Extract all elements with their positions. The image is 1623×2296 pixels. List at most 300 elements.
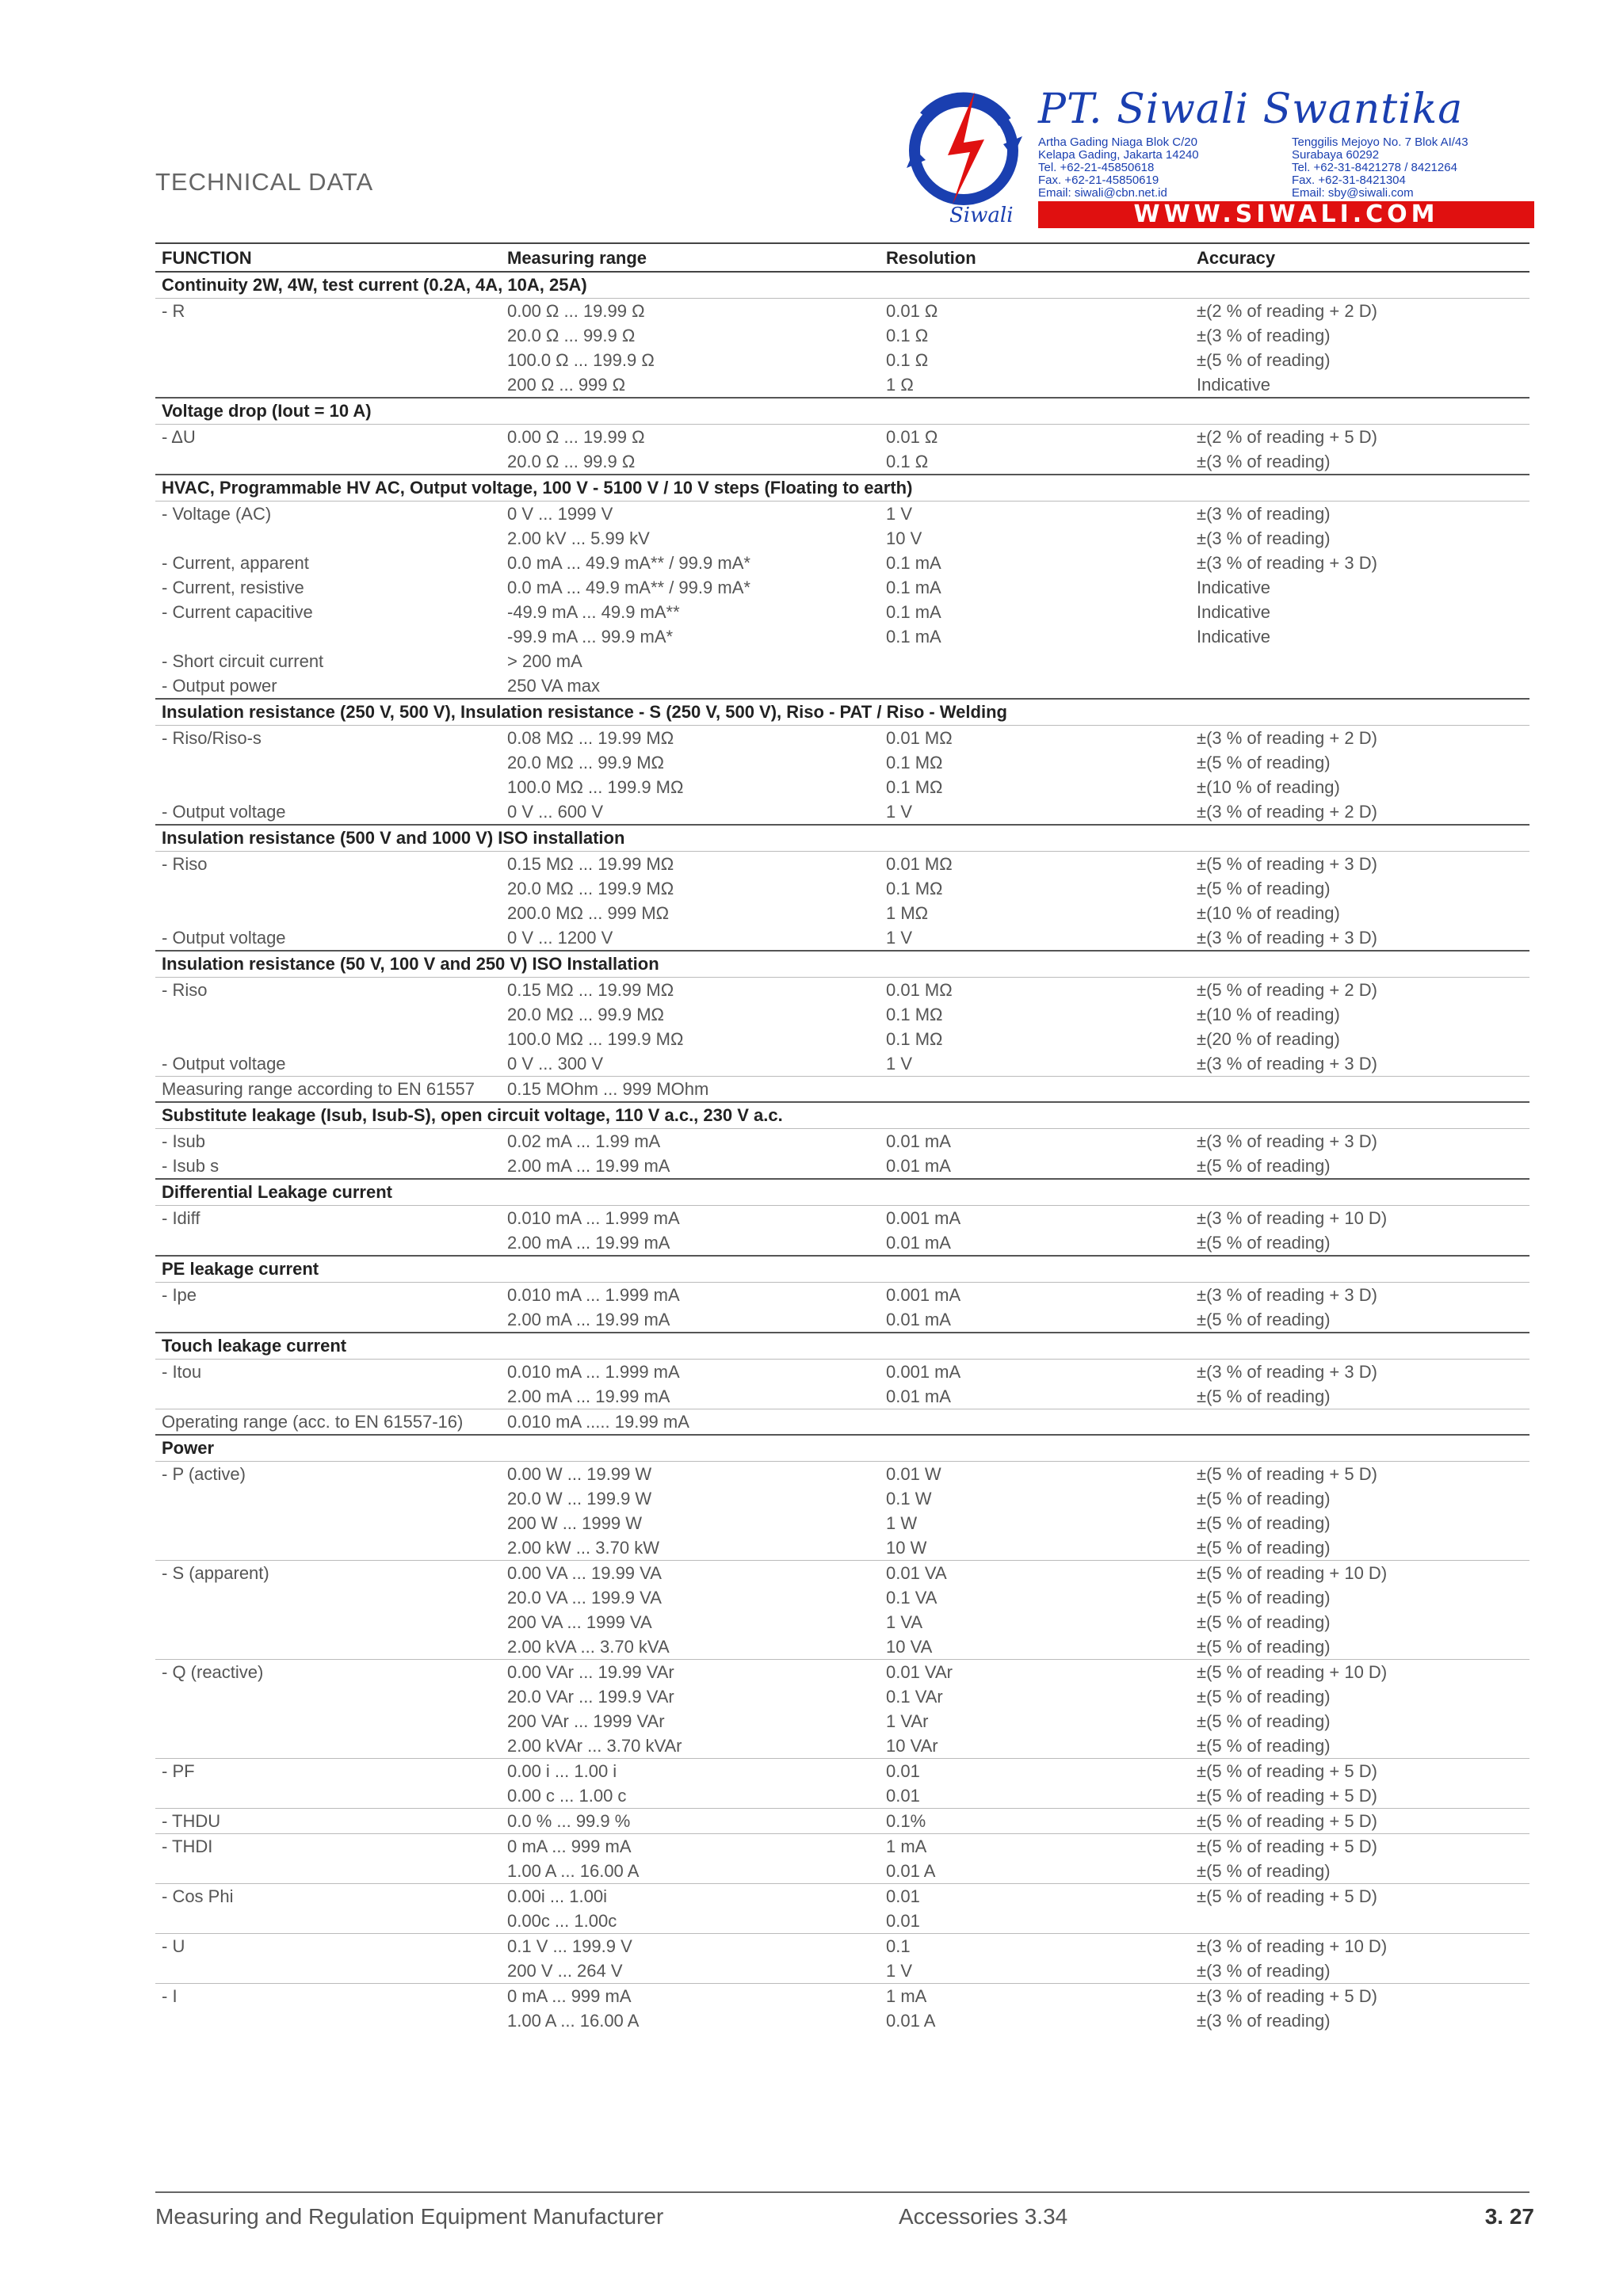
resolution-cell: 1 V — [886, 1054, 913, 1074]
function-cell: - Isub — [162, 1131, 206, 1151]
address-line: Kelapa Gading, Jakarta 14240 — [1038, 148, 1199, 162]
accuracy-cell: ±(5 % of reading) — [1197, 1233, 1331, 1253]
accuracy-cell: ±(5 % of reading + 5 D) — [1197, 1761, 1377, 1781]
accuracy-cell: ±(5 % of reading) — [1197, 1386, 1331, 1406]
resolution-cell: 10 V — [886, 528, 922, 548]
table-row — [155, 551, 1529, 575]
resolution-cell: 10 W — [886, 1538, 927, 1558]
section-title — [155, 474, 1529, 502]
accuracy-cell: ±(3 % of reading) — [1197, 326, 1331, 345]
function-cell: - Cos Phi — [162, 1886, 234, 1906]
resolution-cell: 0.01 — [886, 1786, 920, 1806]
section-title — [155, 698, 1529, 726]
row-group — [155, 852, 1529, 950]
function-cell: - THDU — [162, 1811, 221, 1831]
section-title-text: HVAC, Programmable HV AC, Output voltage, 100 V - 5100 V / 10 V steps (Floating to earth) — [162, 478, 913, 498]
table-header — [155, 242, 1529, 273]
range-cell: 0.00 VA ... 19.99 VA — [507, 1563, 662, 1583]
range-cell: 0.00 Ω ... 19.99 Ω — [507, 427, 645, 447]
table-row — [155, 799, 1529, 824]
range-cell: -49.9 mA ... 49.9 mA** — [507, 602, 680, 622]
row-group — [155, 1076, 1529, 1101]
accuracy-cell: ±(5 % of reading + 10 D) — [1197, 1662, 1388, 1682]
accuracy-cell: ±(5 % of reading) — [1197, 1538, 1331, 1558]
table-row — [155, 1834, 1529, 1859]
address-line: Tenggilis Mejoyo No. 7 Blok AI/43 — [1292, 135, 1468, 149]
row-group — [155, 1283, 1529, 1332]
function-cell: - Output voltage — [162, 928, 286, 948]
resolution-cell: 0.1 MΩ — [886, 879, 943, 898]
range-cell: 20.0 Ω ... 99.9 Ω — [507, 326, 636, 345]
website-banner: WWW.SIWALI.COM — [1038, 201, 1534, 228]
range-cell: 2.00 kV ... 5.99 kV — [507, 528, 650, 548]
table-row — [155, 1535, 1529, 1560]
range-cell: 250 VA max — [507, 676, 600, 696]
row-group — [155, 1983, 1529, 2033]
header-resolution: Resolution — [886, 248, 976, 268]
section-title-text: Touch leakage current — [162, 1336, 347, 1356]
table-row — [155, 1409, 1529, 1434]
range-cell: 0.00c ... 1.00c — [507, 1911, 617, 1931]
table-row — [155, 299, 1529, 323]
row-group — [155, 1560, 1529, 1659]
range-cell: 1.00 A ... 16.00 A — [507, 2011, 640, 2031]
range-cell: -99.9 mA ... 99.9 mA* — [507, 627, 674, 646]
range-cell: 20.0 MΩ ... 99.9 MΩ — [507, 1005, 664, 1024]
section-title — [155, 1332, 1529, 1360]
technical-data-table — [155, 242, 1529, 2033]
accuracy-cell: ±(5 % of reading) — [1197, 1687, 1331, 1707]
section-title-text: Voltage drop (Iout = 10 A) — [162, 401, 372, 421]
table-row — [155, 502, 1529, 526]
resolution-cell: 1 V — [886, 802, 913, 822]
resolution-cell: 1 V — [886, 504, 913, 524]
accuracy-cell: ±(3 % of reading + 3 D) — [1197, 928, 1377, 948]
table-row — [155, 1511, 1529, 1535]
accuracy-cell: ±(3 % of reading + 3 D) — [1197, 1285, 1377, 1305]
spec-sections — [155, 273, 1529, 2033]
row-group — [155, 502, 1529, 698]
resolution-cell: 1 mA — [886, 1836, 927, 1856]
table-row — [155, 1307, 1529, 1332]
accuracy-cell: ±(3 % of reading + 3 D) — [1197, 553, 1377, 573]
table-row — [155, 372, 1529, 397]
range-cell: 0.08 MΩ ... 19.99 MΩ — [507, 728, 674, 748]
accuracy-cell: ±(10 % of reading) — [1197, 903, 1340, 923]
address-line: Fax. +62-31-8421304 — [1292, 174, 1406, 187]
footer-company-tagline: Measuring and Regulation Equipment Manufacturer — [155, 2204, 664, 2229]
accuracy-cell: ±(3 % of reading + 2 D) — [1197, 802, 1377, 822]
accuracy-cell: ±(3 % of reading + 5 D) — [1197, 1986, 1377, 2006]
accuracy-cell: ±(5 % of reading) — [1197, 1612, 1331, 1632]
function-cell: - Short circuit current — [162, 651, 324, 671]
range-cell: 2.00 mA ... 19.99 mA — [507, 1386, 670, 1406]
accuracy-cell: ±(3 % of reading + 2 D) — [1197, 728, 1377, 748]
resolution-cell: 1 VA — [886, 1612, 923, 1632]
resolution-cell: 0.1 mA — [886, 602, 941, 622]
table-row — [155, 978, 1529, 1002]
range-cell: 200 W ... 1999 W — [507, 1513, 642, 1533]
resolution-cell: 0.1 Ω — [886, 350, 929, 370]
range-cell: 0.00 W ... 19.99 W — [507, 1464, 652, 1484]
resolution-cell: 0.01 Ω — [886, 301, 938, 321]
row-group — [155, 1883, 1529, 1933]
function-cell: - Output power — [162, 676, 277, 696]
table-row — [155, 1561, 1529, 1585]
accuracy-cell: ±(5 % of reading) — [1197, 1513, 1331, 1533]
resolution-cell: 0.1 MΩ — [886, 777, 943, 797]
table-row — [155, 775, 1529, 799]
function-cell: - U — [162, 1936, 185, 1956]
range-cell: 0.00 i ... 1.00 i — [507, 1761, 617, 1781]
table-row — [155, 673, 1529, 698]
range-cell: 2.00 mA ... 19.99 mA — [507, 1310, 670, 1329]
page-number: 3. 27 — [1484, 2204, 1534, 2229]
table-row — [155, 323, 1529, 348]
resolution-cell: 0.01 — [886, 1911, 920, 1931]
range-cell: 100.0 MΩ ... 199.9 MΩ — [507, 777, 684, 797]
resolution-cell: 1 MΩ — [886, 903, 929, 923]
function-cell: Measuring range according to EN 61557 — [162, 1079, 475, 1099]
resolution-cell: 0.01 — [886, 1761, 920, 1781]
range-cell: 0.15 MΩ ... 19.99 MΩ — [507, 854, 674, 874]
row-group — [155, 1659, 1529, 1758]
table-row — [155, 1610, 1529, 1634]
accuracy-cell: ±(2 % of reading + 5 D) — [1197, 427, 1377, 447]
accuracy-cell: ±(5 % of reading) — [1197, 753, 1331, 772]
function-cell: - Riso — [162, 980, 208, 1000]
accuracy-cell: ±(5 % of reading) — [1197, 1861, 1331, 1881]
address-line: Fax. +62-21-45850619 — [1038, 174, 1159, 187]
accuracy-cell: ±(3 % of reading) — [1197, 1961, 1331, 1981]
range-cell: 0 V ... 600 V — [507, 802, 604, 822]
accuracy-cell: ±(3 % of reading + 3 D) — [1197, 1362, 1377, 1382]
resolution-cell: 0.1 MΩ — [886, 753, 943, 772]
resolution-cell: 0.01 A — [886, 2011, 936, 2031]
range-cell: 200 VA ... 1999 VA — [507, 1612, 652, 1632]
accuracy-cell: ±(5 % of reading + 5 D) — [1197, 1886, 1377, 1906]
range-cell: 0.1 V ... 199.9 V — [507, 1936, 632, 1956]
range-cell: 2.00 kW ... 3.70 kW — [507, 1538, 659, 1558]
table-row — [155, 925, 1529, 950]
table-row — [155, 1733, 1529, 1758]
accuracy-cell: ±(5 % of reading) — [1197, 350, 1331, 370]
section-title-text: Power — [162, 1438, 215, 1458]
range-cell: 20.0 Ω ... 99.9 Ω — [507, 452, 636, 471]
address-line: Tel. +62-21-45850618 — [1038, 161, 1155, 174]
range-cell: 0.00 c ... 1.00 c — [507, 1786, 627, 1806]
table-row — [155, 1909, 1529, 1933]
accuracy-cell: ±(5 % of reading) — [1197, 879, 1331, 898]
accuracy-cell: ±(5 % of reading + 5 D) — [1197, 1811, 1377, 1831]
function-cell: - Current capacitive — [162, 602, 313, 622]
section-title — [155, 950, 1529, 978]
table-row — [155, 649, 1529, 673]
function-cell: - Itou — [162, 1362, 202, 1382]
resolution-cell: 0.01 mA — [886, 1386, 951, 1406]
section-title — [155, 1178, 1529, 1206]
row-group — [155, 1933, 1529, 1983]
range-cell: 0 mA ... 999 mA — [507, 1986, 632, 2006]
function-cell: - Idiff — [162, 1208, 200, 1228]
range-cell: 20.0 W ... 199.9 W — [507, 1489, 652, 1508]
section-title — [155, 1434, 1529, 1462]
accuracy-cell: ±(5 % of reading) — [1197, 1711, 1331, 1731]
company-name: PT. Siwali Swantika — [1038, 86, 1464, 133]
resolution-cell: 0.1 mA — [886, 553, 941, 573]
section-title — [155, 397, 1529, 425]
table-row — [155, 1384, 1529, 1409]
function-cell: - Voltage (AC) — [162, 504, 272, 524]
range-cell: 0 V ... 1999 V — [507, 504, 613, 524]
range-cell: 100.0 MΩ ... 199.9 MΩ — [507, 1029, 684, 1049]
table-row — [155, 876, 1529, 901]
table-row — [155, 852, 1529, 876]
function-cell: Operating range (acc. to EN 61557-16) — [162, 1412, 464, 1432]
range-cell: 100.0 Ω ... 199.9 Ω — [507, 350, 655, 370]
function-cell: - Riso/Riso-s — [162, 728, 262, 748]
row-group — [155, 1409, 1529, 1434]
table-row — [155, 624, 1529, 649]
surabaya-address — [1292, 136, 1468, 200]
row-group — [155, 1129, 1529, 1178]
resolution-cell: 0.1 mA — [886, 627, 941, 646]
table-row — [155, 1884, 1529, 1909]
table-row — [155, 1984, 1529, 2008]
accuracy-cell: ±(3 % of reading) — [1197, 528, 1331, 548]
row-group — [155, 1462, 1529, 1560]
table-row — [155, 526, 1529, 551]
function-cell: - Q (reactive) — [162, 1662, 264, 1682]
resolution-cell: 0.1 MΩ — [886, 1005, 943, 1024]
table-row — [155, 1283, 1529, 1307]
table-row — [155, 1002, 1529, 1027]
emblem-text: Siwali — [949, 204, 1014, 227]
accuracy-cell: Indicative — [1197, 602, 1270, 622]
resolution-cell: 0.1 — [886, 1936, 911, 1956]
section-title-text: Differential Leakage current — [162, 1182, 392, 1202]
resolution-cell: 0.1 Ω — [886, 452, 929, 471]
row-group — [155, 726, 1529, 824]
accuracy-cell: ±(5 % of reading) — [1197, 1637, 1331, 1657]
accuracy-cell: ±(5 % of reading + 5 D) — [1197, 1786, 1377, 1806]
table-row — [155, 1154, 1529, 1178]
address-line: Surabaya 60292 — [1292, 148, 1380, 162]
table-row — [155, 1859, 1529, 1883]
footer-section-ref: Accessories 3.34 — [899, 2204, 1068, 2229]
section-title-text: Insulation resistance (500 V and 1000 V) ISO installation — [162, 828, 625, 848]
resolution-cell: 10 VA — [886, 1637, 933, 1657]
resolution-cell: 0.1 mA — [886, 578, 941, 597]
function-cell: - Riso — [162, 854, 208, 874]
range-cell: 0 V ... 300 V — [507, 1054, 604, 1074]
table-row — [155, 750, 1529, 775]
range-cell: 0.010 mA ..... 19.99 mA — [507, 1412, 689, 1432]
resolution-cell: 10 VAr — [886, 1736, 938, 1756]
row-group — [155, 425, 1529, 474]
range-cell: 0.00 Ω ... 19.99 Ω — [507, 301, 645, 321]
table-row — [155, 1585, 1529, 1610]
accuracy-cell: ±(10 % of reading) — [1197, 1005, 1340, 1024]
resolution-cell: 0.1% — [886, 1811, 926, 1831]
resolution-cell: 1 V — [886, 928, 913, 948]
range-cell: 2.00 kVAr ... 3.70 kVAr — [507, 1736, 682, 1756]
accuracy-cell: ±(5 % of reading) — [1197, 1489, 1331, 1508]
resolution-cell: 0.01 MΩ — [886, 728, 953, 748]
range-cell: 2.00 mA ... 19.99 mA — [507, 1233, 670, 1253]
range-cell: 0.00 VAr ... 19.99 VAr — [507, 1662, 674, 1682]
resolution-cell: 0.01 VAr — [886, 1662, 953, 1682]
range-cell: 0.010 mA ... 1.999 mA — [507, 1362, 680, 1382]
function-cell: - Isub s — [162, 1156, 220, 1176]
table-row — [155, 1230, 1529, 1255]
range-cell: 0 V ... 1200 V — [507, 928, 613, 948]
range-cell: 200 VAr ... 1999 VAr — [507, 1711, 665, 1731]
section-title-text: Continuity 2W, 4W, test current (0.2A, 4A, 10A, 25A) — [162, 275, 587, 295]
company-logo — [894, 86, 1534, 228]
row-group — [155, 1360, 1529, 1409]
range-cell: 200 Ω ... 999 Ω — [507, 375, 626, 395]
function-cell: - Ipe — [162, 1285, 197, 1305]
section-title-text: PE leakage current — [162, 1259, 319, 1279]
range-cell: 0.15 MΩ ... 19.99 MΩ — [507, 980, 674, 1000]
function-cell: - Output voltage — [162, 802, 286, 822]
section-title — [155, 1255, 1529, 1283]
row-group — [155, 1808, 1529, 1833]
table-row — [155, 1759, 1529, 1783]
resolution-cell: 0.001 mA — [886, 1208, 961, 1228]
range-cell: 20.0 VAr ... 199.9 VAr — [507, 1687, 674, 1707]
function-cell: - Current, apparent — [162, 553, 309, 573]
table-row — [155, 425, 1529, 449]
address-line: Email: siwali@cbn.net.id — [1038, 186, 1167, 200]
function-cell: - PF — [162, 1761, 195, 1781]
accuracy-cell: ±(5 % of reading) — [1197, 1156, 1331, 1176]
row-group — [155, 299, 1529, 397]
table-row — [155, 1783, 1529, 1808]
accuracy-cell: Indicative — [1197, 578, 1270, 597]
resolution-cell: 1 V — [886, 1961, 913, 1981]
range-cell: 0.0 mA ... 49.9 mA** / 99.9 mA* — [507, 578, 750, 597]
resolution-cell: 0.01 — [886, 1886, 920, 1906]
range-cell: 0.15 MOhm ... 999 MOhm — [507, 1079, 709, 1099]
resolution-cell: 1 W — [886, 1513, 918, 1533]
resolution-cell: 0.01 mA — [886, 1233, 951, 1253]
table-row — [155, 2008, 1529, 2033]
resolution-cell: 1 mA — [886, 1986, 927, 2006]
resolution-cell: 0.01 W — [886, 1464, 941, 1484]
table-row — [155, 1027, 1529, 1051]
range-cell: 0.010 mA ... 1.999 mA — [507, 1208, 680, 1228]
header-measuring-range: Measuring range — [507, 248, 647, 268]
range-cell: 20.0 MΩ ... 99.9 MΩ — [507, 753, 664, 772]
header-function: FUNCTION — [162, 248, 252, 268]
range-cell: 0.010 mA ... 1.999 mA — [507, 1285, 680, 1305]
footer-divider — [155, 2191, 1529, 2193]
accuracy-cell: ±(3 % of reading) — [1197, 2011, 1331, 2031]
range-cell: 200 V ... 264 V — [507, 1961, 623, 1981]
row-group — [155, 1758, 1529, 1808]
address-line: Email: sby@siwali.com — [1292, 186, 1414, 200]
resolution-cell: 0.01 MΩ — [886, 854, 953, 874]
table-row — [155, 1634, 1529, 1659]
resolution-cell: 0.01 Ω — [886, 427, 938, 447]
row-group — [155, 1833, 1529, 1883]
table-row — [155, 348, 1529, 372]
accuracy-cell: ±(5 % of reading) — [1197, 1736, 1331, 1756]
resolution-cell: 0.01 MΩ — [886, 980, 953, 1000]
table-row — [155, 1462, 1529, 1486]
function-cell: - Output voltage — [162, 1054, 286, 1074]
resolution-cell: 0.01 mA — [886, 1310, 951, 1329]
range-cell: 0.02 mA ... 1.99 mA — [507, 1131, 661, 1151]
row-group — [155, 1206, 1529, 1255]
range-cell: 0.0 mA ... 49.9 mA** / 99.9 mA* — [507, 553, 750, 573]
accuracy-cell: ±(5 % of reading + 5 D) — [1197, 1464, 1377, 1484]
resolution-cell: 1 Ω — [886, 375, 914, 395]
function-cell: - R — [162, 301, 185, 321]
range-cell: 1.00 A ... 16.00 A — [507, 1861, 640, 1881]
resolution-cell: 1 VAr — [886, 1711, 929, 1731]
table-row — [155, 1051, 1529, 1076]
accuracy-cell: ±(5 % of reading) — [1197, 1310, 1331, 1329]
resolution-cell: 0.001 mA — [886, 1362, 961, 1382]
resolution-cell: 0.1 MΩ — [886, 1029, 943, 1049]
section-title — [155, 273, 1529, 299]
table-row — [155, 1486, 1529, 1511]
accuracy-cell: ±(2 % of reading + 2 D) — [1197, 301, 1377, 321]
range-cell: 0 mA ... 999 mA — [507, 1836, 632, 1856]
accuracy-cell: Indicative — [1197, 375, 1270, 395]
function-cell: - ΔU — [162, 427, 196, 447]
jakarta-address — [1038, 136, 1199, 200]
page-title: TECHNICAL DATA — [155, 168, 374, 196]
accuracy-cell: ±(5 % of reading + 3 D) — [1197, 854, 1377, 874]
table-row — [155, 1206, 1529, 1230]
accuracy-cell: ±(3 % of reading + 10 D) — [1197, 1208, 1388, 1228]
section-title — [155, 824, 1529, 852]
accuracy-cell: ±(20 % of reading) — [1197, 1029, 1340, 1049]
accuracy-cell: ±(3 % of reading + 3 D) — [1197, 1131, 1377, 1151]
range-cell: 200.0 MΩ ... 999 MΩ — [507, 903, 670, 923]
header-accuracy: Accuracy — [1197, 248, 1276, 268]
function-cell: - P (active) — [162, 1464, 246, 1484]
accuracy-cell: ±(5 % of reading + 10 D) — [1197, 1563, 1388, 1583]
resolution-cell: 0.001 mA — [886, 1285, 961, 1305]
section-title-text: Substitute leakage (Isub, Isub-S), open circuit voltage, 110 V a.c., 230 V a.c. — [162, 1105, 783, 1125]
accuracy-cell: ±(3 % of reading) — [1197, 452, 1331, 471]
function-cell: - THDI — [162, 1836, 213, 1856]
range-cell: 0.00i ... 1.00i — [507, 1886, 607, 1906]
resolution-cell: 0.1 Ω — [886, 326, 929, 345]
siwali-emblem-icon — [902, 86, 1037, 228]
accuracy-cell: Indicative — [1197, 627, 1270, 646]
range-cell: 20.0 MΩ ... 199.9 MΩ — [507, 879, 674, 898]
address-line: Artha Gading Niaga Blok C/20 — [1038, 135, 1197, 149]
accuracy-cell: ±(3 % of reading) — [1197, 504, 1331, 524]
function-cell: - I — [162, 1986, 178, 2006]
table-row — [155, 1360, 1529, 1384]
resolution-cell: 0.01 mA — [886, 1156, 951, 1176]
resolution-cell: 0.01 VA — [886, 1563, 947, 1583]
table-row — [155, 726, 1529, 750]
table-row — [155, 449, 1529, 474]
table-row — [155, 1660, 1529, 1684]
resolution-cell: 0.1 W — [886, 1489, 932, 1508]
row-group — [155, 978, 1529, 1076]
table-row — [155, 1934, 1529, 1958]
table-row — [155, 1709, 1529, 1733]
